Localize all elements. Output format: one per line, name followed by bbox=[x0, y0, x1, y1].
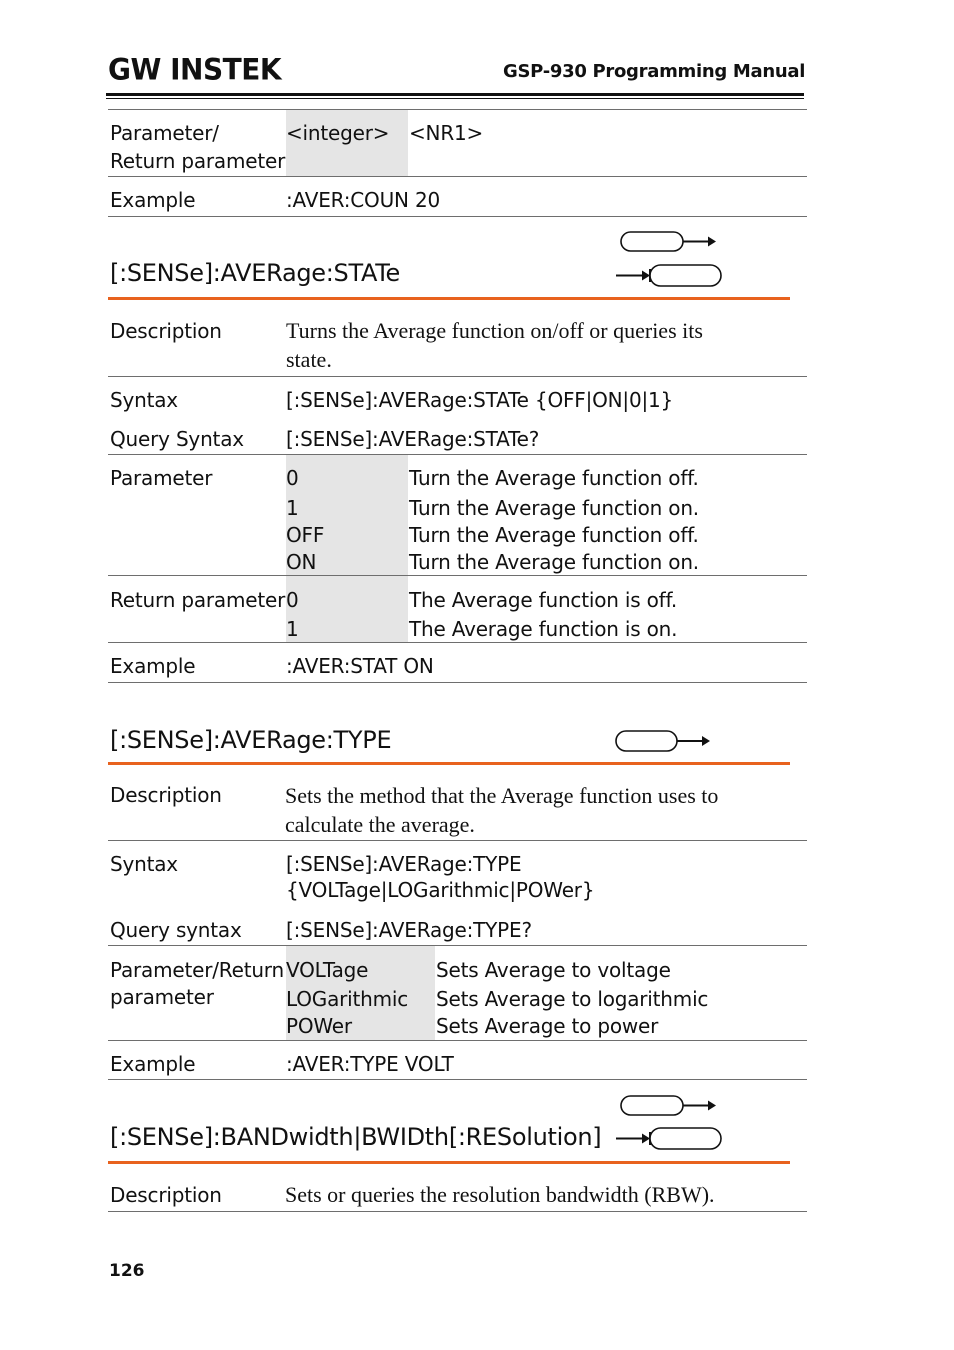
syntax-line1: [:SENSe]:AVERage:TYPE bbox=[286, 852, 522, 876]
title-underline bbox=[108, 1161, 790, 1164]
section-title: [:SENSe]:AVERage:TYPE bbox=[110, 726, 392, 754]
divider bbox=[108, 454, 807, 455]
param-return-label-line1: Parameter/Return bbox=[110, 958, 284, 982]
section-title: [:SENSe]:BANDwidth|BWIDth[:RESolution] bbox=[110, 1123, 602, 1151]
description-line2: state. bbox=[286, 347, 332, 372]
example-label: Example bbox=[110, 188, 196, 212]
param-option-desc: Turn the Average function on. bbox=[409, 550, 699, 574]
query-syntax-label: Query syntax bbox=[110, 918, 242, 942]
divider bbox=[108, 1079, 807, 1080]
manual-title: GSP-930 Programming Manual bbox=[503, 61, 806, 82]
divider bbox=[108, 1211, 807, 1212]
divider bbox=[108, 109, 807, 110]
param-option: LOGarithmic bbox=[286, 987, 409, 1011]
syntax-label: Syntax bbox=[110, 852, 178, 876]
return-parameter-label: Return parameter bbox=[110, 588, 286, 612]
divider bbox=[108, 176, 807, 177]
divider bbox=[108, 216, 807, 217]
param-label-line1: Parameter/ bbox=[110, 121, 219, 145]
example-value: :AVER:TYPE VOLT bbox=[286, 1052, 454, 1076]
description-line1: Turns the Average function on/off or queries its bbox=[286, 318, 703, 343]
query-syntax-value: [:SENSe]:AVERage:STATe? bbox=[286, 427, 540, 451]
param-option-desc: Sets Average to voltage bbox=[436, 958, 671, 982]
query-syntax-label: Query Syntax bbox=[110, 427, 244, 451]
header-rule-thin bbox=[106, 98, 804, 99]
query-command-icon bbox=[616, 265, 721, 286]
param-option: VOLTage bbox=[286, 958, 369, 982]
description-line1: Sets the method that the Average function uses to bbox=[285, 783, 719, 808]
description-label: Description bbox=[110, 1183, 222, 1207]
divider bbox=[108, 840, 807, 841]
set-command-icon bbox=[608, 728, 720, 756]
example-label: Example bbox=[110, 1052, 196, 1076]
title-underline bbox=[108, 762, 790, 765]
return-option-desc: The Average function is on. bbox=[409, 617, 678, 641]
example-value: :AVER:STAT ON bbox=[286, 654, 434, 678]
set-query-command-icon bbox=[612, 1092, 724, 1154]
param-option: 0 bbox=[286, 466, 299, 490]
brand-logo: GW INSTEK bbox=[108, 52, 282, 87]
syntax-label: Syntax bbox=[110, 388, 178, 412]
syntax-line2: {VOLTage|LOGarithmic|POWer} bbox=[286, 878, 595, 902]
example-value: :AVER:COUN 20 bbox=[286, 188, 440, 212]
return-option: 0 bbox=[286, 588, 299, 612]
param-value: <NR1> bbox=[409, 121, 484, 145]
description-text: Sets or queries the resolution bandwidth (RBW). bbox=[285, 1182, 715, 1207]
divider bbox=[108, 945, 807, 946]
set-query-command-icon bbox=[612, 228, 724, 290]
param-label-line2: Return parameter bbox=[110, 149, 286, 173]
query-syntax-value: [:SENSe]:AVERage:TYPE? bbox=[286, 918, 532, 942]
shaded-cell bbox=[286, 576, 408, 642]
divider bbox=[108, 642, 807, 643]
divider bbox=[108, 575, 807, 576]
param-option-desc: Turn the Average function off. bbox=[409, 466, 699, 490]
param-option-desc: Sets Average to power bbox=[436, 1014, 659, 1038]
param-option-desc: Turn the Average function off. bbox=[409, 523, 699, 547]
param-option-desc: Sets Average to logarithmic bbox=[436, 987, 709, 1011]
syntax-value: [:SENSe]:AVERage:STATe {OFF|ON|0|1} bbox=[286, 388, 674, 412]
set-command-icon bbox=[621, 1096, 716, 1115]
divider bbox=[108, 682, 807, 683]
section-title: [:SENSe]:AVERage:STATe bbox=[110, 259, 400, 287]
description-label: Description bbox=[110, 319, 222, 343]
param-option: ON bbox=[286, 550, 317, 574]
param-type: <integer> bbox=[286, 121, 390, 145]
query-command-icon bbox=[616, 1128, 721, 1149]
example-label: Example bbox=[110, 654, 196, 678]
divider bbox=[108, 1040, 807, 1041]
param-option: POWer bbox=[286, 1014, 352, 1038]
divider bbox=[108, 376, 807, 377]
param-option: 1 bbox=[286, 496, 299, 520]
description-label: Description bbox=[110, 783, 222, 807]
description-line2: calculate the average. bbox=[285, 812, 475, 837]
page-number: 126 bbox=[109, 1261, 145, 1281]
return-option-desc: The Average function is off. bbox=[409, 588, 678, 612]
return-option: 1 bbox=[286, 617, 299, 641]
param-option: OFF bbox=[286, 523, 325, 547]
title-underline bbox=[108, 297, 790, 300]
parameter-label: Parameter bbox=[110, 466, 213, 490]
param-return-label-line2: parameter bbox=[110, 985, 214, 1009]
param-option-desc: Turn the Average function on. bbox=[409, 496, 699, 520]
set-command-icon bbox=[621, 232, 716, 251]
header-rule-thick bbox=[106, 93, 804, 96]
